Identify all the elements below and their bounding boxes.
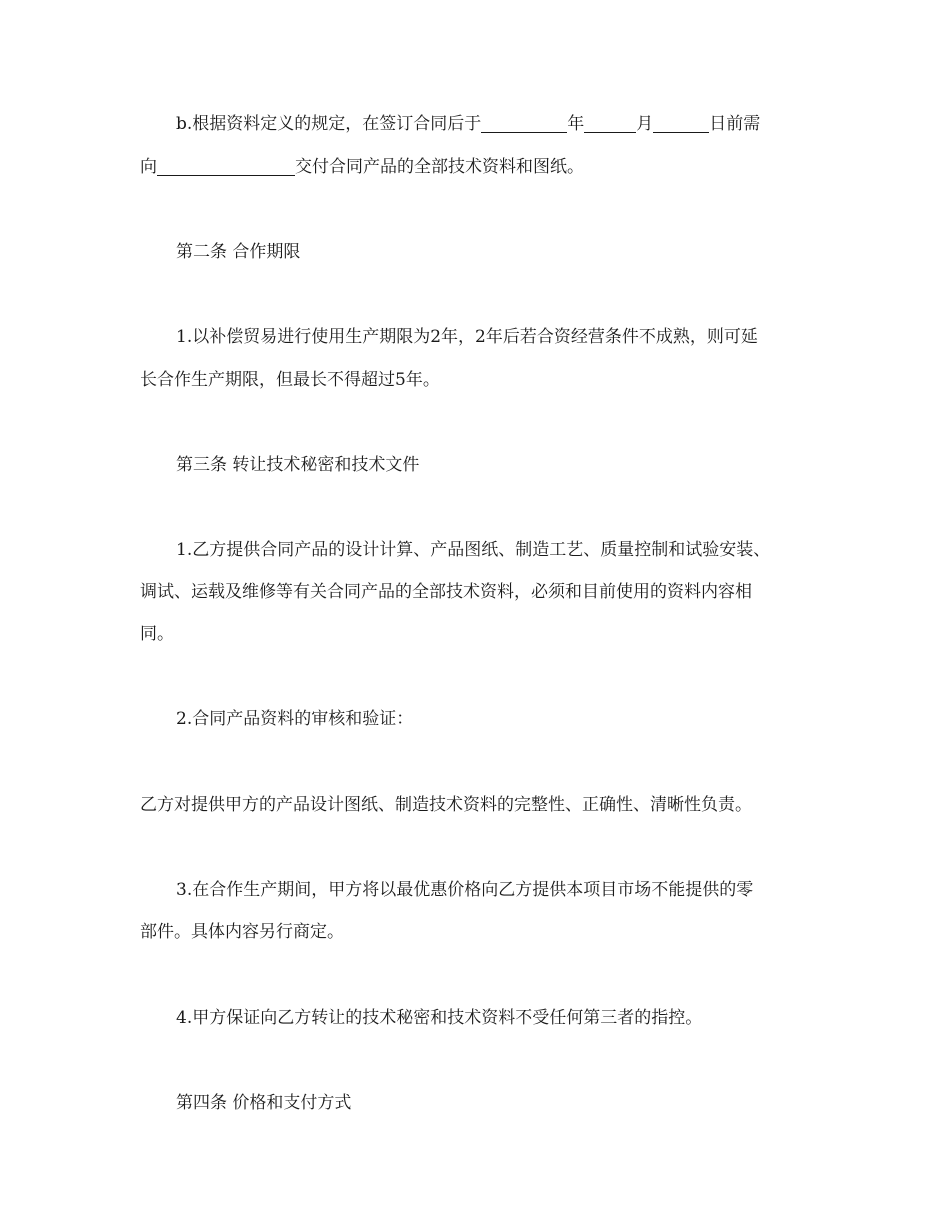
article-3-heading: 第三条 转让技术秘密和技术文件 [176,455,420,475]
article-3-clause-3-line2: 部件。具体内容另行商定。 [140,922,344,942]
text: 月 [636,114,654,134]
blank-recipient-field[interactable] [157,155,295,176]
text: b.根据资料定义的规定，在签订合同后于 [176,114,482,134]
article-3-clause-2-body: 乙方对提供甲方的产品设计图纸、制造技术资料的完整性、正确性、清晰性负责。 [140,795,752,815]
blank-year-field[interactable] [481,112,567,133]
text: 交付合同产品的全部技术资料和图纸。 [295,157,584,177]
blank-day-field[interactable] [653,112,709,133]
article-3-clause-1-line3: 同。 [140,624,174,644]
paragraph-delivery-deadline-line1 [176,112,830,136]
blank-month-field[interactable] [584,112,636,133]
text: 日前需 [709,114,761,134]
article-3-clause-4-line1: 4.甲方保证向乙方转让的技术秘密和技术资料不受任何第三者的指控。 [176,1008,703,1028]
article-3-clause-1-line1: 1.乙方提供合同产品的设计计算、产品图纸、制造工艺、质量控制和试验安装、 [176,540,771,560]
article-2-clause-1-line1: 1.以补偿贸易进行使用生产期限为2年，2年后若合资经营条件不成熟，则可延 [176,327,758,347]
article-2-clause-1-line2: 长合作生产期限，但最长不得超过5年。 [140,370,440,390]
article-2-heading: 第二条 合作期限 [176,242,301,262]
article-4-heading: 第四条 价格和支付方式 [176,1093,352,1113]
paragraph-delivery-deadline-line2 [140,155,830,179]
text: 年 [567,114,585,134]
article-3-clause-2-heading: 2.合同产品资料的审核和验证： [176,709,414,729]
text: 向 [140,157,157,177]
article-3-clause-1-line2: 调试、运载及维修等有关合同产品的全部技术资料，必须和目前使用的资料内容相 [140,582,752,602]
article-3-clause-3-line1: 3.在合作生产期间，甲方将以最优惠价格向乙方提供本项目市场不能提供的零 [176,880,754,900]
